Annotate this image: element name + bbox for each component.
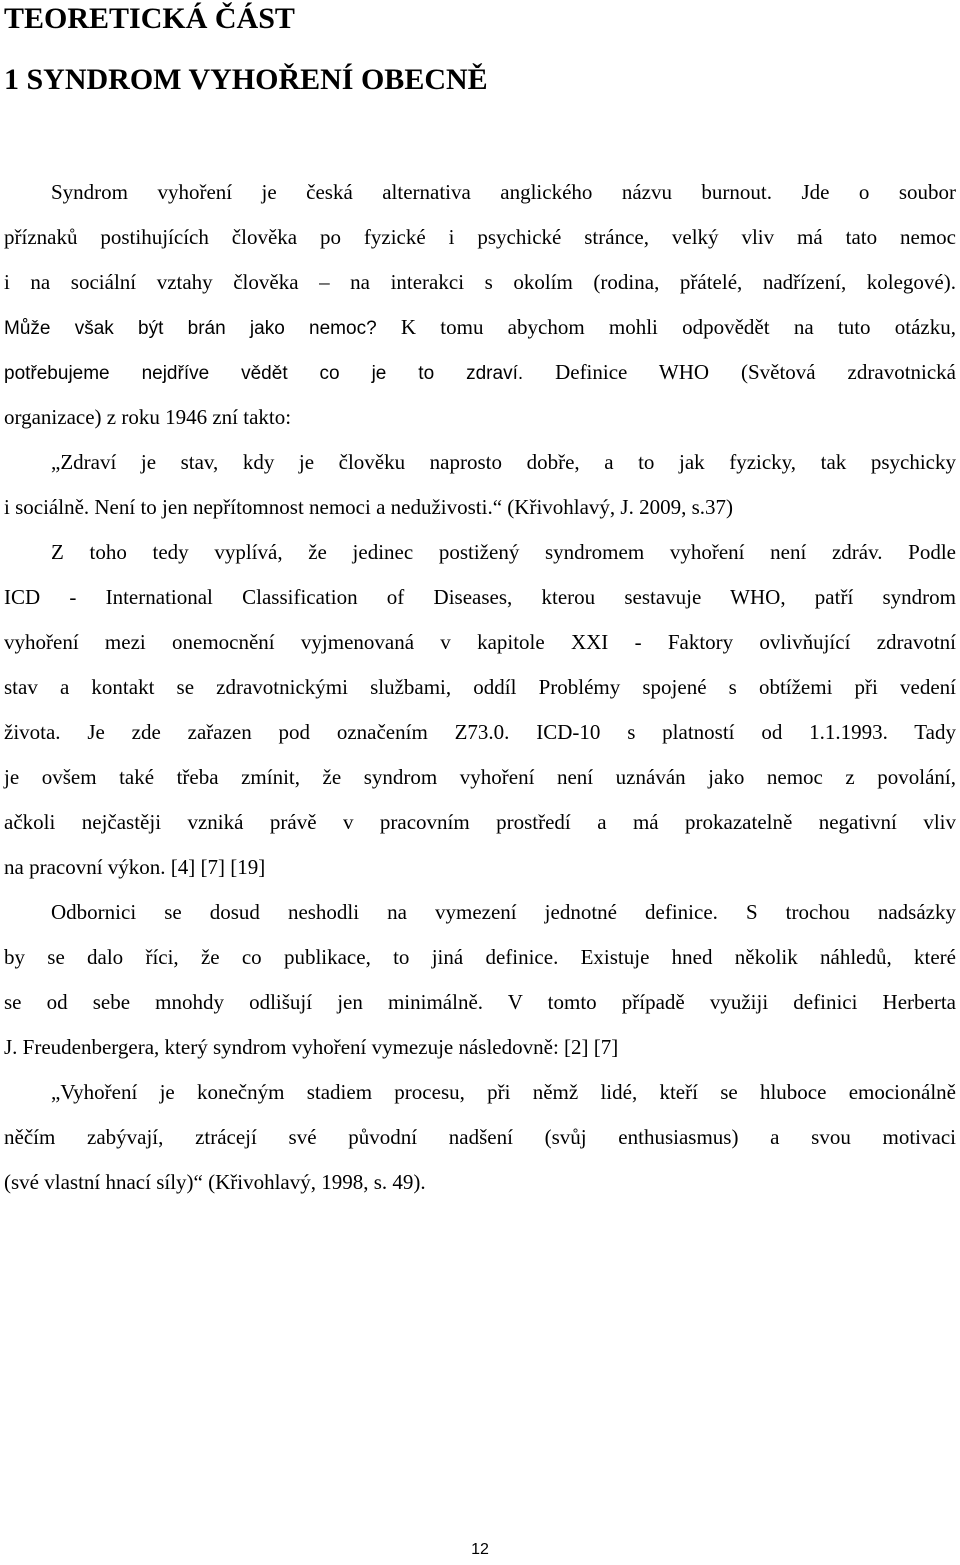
quote-line: něčím zabývají, ztrácejí své původní nadšení (svůj enthusiasmus) a svou motivaci [4, 1125, 956, 1149]
text-line: stav a kontakt se zdravotnickými službami, oddíl Problémy spojené s obtížemi při vedení [4, 675, 956, 699]
part-heading: TEORETICKÁ ČÁST [4, 2, 295, 35]
text-line-mixed [4, 314, 956, 342]
text-line: Syndrom vyhoření je česká alternativa anglického názvu burnout. Jde o soubor [51, 180, 956, 204]
text-line: organizace) z roku 1946 zní takto: [4, 405, 292, 429]
text-line: na pracovní výkon. [4] [7] [19] [4, 855, 266, 879]
quote-line: „Vyhoření je konečným stadiem procesu, při němž lidé, kteří se hluboce emocionálně [51, 1080, 956, 1104]
text-line: života. Je zde zařazen pod označením Z73.0. ICD-10 s platností od 1.1.1993. Tady [4, 720, 956, 744]
text-line: je ovšem také třeba zmínit, že syndrom vyhoření není uznáván jako nemoc z povolání, [4, 765, 956, 789]
text-line-mixed [4, 359, 956, 387]
quote-line: „Zdraví je stav, kdy je člověku naprosto dobře, a to jak fyzicky, tak psychicky [51, 450, 956, 474]
text-line: J. Freudenbergera, který syndrom vyhoření vymezuje následovně: [2] [7] [4, 1035, 619, 1059]
quote-line: i sociálně. Není to jen nepřítomnost nemoci a neduživosti.“ (Křivohlavý, J. 2009, s.37) [4, 495, 734, 519]
text-line: Z toho tedy vyplívá, že jedinec postižený syndromem vyhoření není zdráv. Podle [51, 540, 956, 564]
text-span-sans: Může však být brán jako nemoc? [4, 318, 401, 339]
text-line: by se dalo říci, že co publikace, to jiná definice. Existuje hned několik náhledů, které [4, 945, 956, 969]
chapter-heading: 1 SYNDROM VYHOŘENÍ OBECNĚ [4, 63, 488, 96]
text-span: K tomu abychom mohli odpovědět na tuto otázku, [400, 315, 956, 339]
quote-line: (své vlastní hnací síly)“ (Křivohlavý, 1998, s. 49). [4, 1170, 426, 1194]
text-line: příznaků postihujících člověka po fyzické i psychické stránce, velký vliv má tato nemoc [4, 225, 956, 249]
text-line: ačkoli nejčastěji vzniká právě v pracovním prostředí a má prokazatelně negativní vliv [4, 810, 956, 834]
text-line: Odbornici se dosud neshodli na vymezení jednotné definice. S trochou nadsázky [51, 900, 956, 924]
text-line: ICD - International Classification of Diseases, kterou sestavuje WHO, patří syndrom [4, 585, 956, 609]
text-line: se od sebe mnohdy odlišují jen minimálně. V tomto případě využiji definici Herberta [4, 990, 956, 1014]
text-line: i na sociální vztahy člověka – na interakci s okolím (rodina, přátelé, nadřízení, kolegové). [4, 270, 956, 294]
text-line: vyhoření mezi onemocnění vyjmenovaná v kapitole XXI - Faktory ovlivňující zdravotní [4, 630, 956, 654]
text-span-sans: potřebujeme nejdříve vědět co je to zdraví. [4, 363, 556, 384]
text-span: Definice WHO (Světová zdravotnická [555, 360, 956, 384]
page-number: 12 [471, 1541, 489, 1558]
